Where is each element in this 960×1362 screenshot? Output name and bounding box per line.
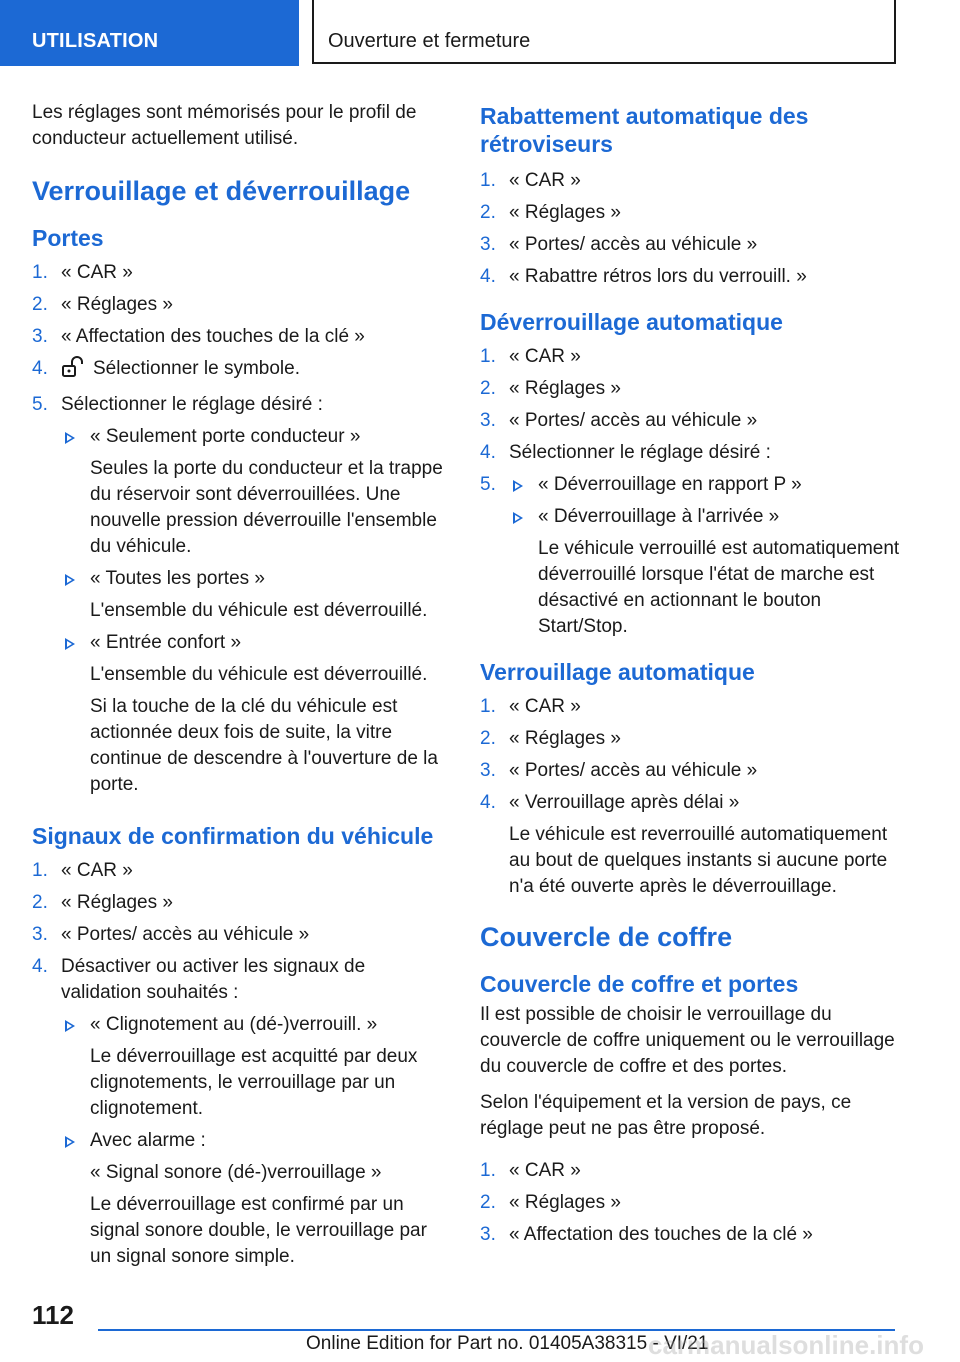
list-item (480, 232, 900, 258)
list-item (480, 264, 900, 290)
step-number: 3. (480, 760, 496, 781)
option-label: « Clignotement au (dé-)verrouill. » (90, 1014, 378, 1035)
heading-couvercle: Couvercle de coffre (480, 922, 733, 952)
option-description: L'ensemble du véhicule est déverrouillé. (90, 664, 428, 685)
list-item (480, 726, 900, 752)
signaux-steps (32, 858, 450, 1270)
step-text: « Verrouillage après délai » (509, 792, 740, 813)
list-item (61, 424, 450, 560)
page-number: 112 (32, 1300, 74, 1330)
section-tab: UTILISATION (0, 0, 299, 66)
option-description: Si la touche de la clé du véhicule est actionnée deux fois de suite, la vitre continue de descendre à l'ouverture de la porte. (90, 696, 438, 795)
option-description: L'ensemble du véhicule est déverrouillé. (90, 600, 428, 621)
portes-steps (32, 260, 450, 798)
step-text: « Réglages » (509, 1192, 621, 1213)
list-item (32, 292, 450, 318)
step-number: 4. (480, 792, 496, 813)
list-item (480, 1158, 900, 1184)
step-number: 5. (32, 394, 48, 415)
triangle-bullet-icon (513, 480, 523, 492)
edition-text: Online Edition for Part no. 01405A38315 - VI/21 (306, 1333, 709, 1354)
couvercle-steps (480, 1158, 900, 1248)
option-description: Le véhicule verrouillé est automatiquement déverrouillé lorsque l'état de marche est désactivé en actionnant le bouton Start/Stop. (538, 538, 900, 637)
list-item (480, 694, 900, 720)
list-item (61, 1128, 450, 1270)
unlock-padlock-icon (61, 356, 87, 386)
heading-couvercle-portes: Couvercle de coffre et portes (480, 971, 799, 997)
step-text: Sélectionner le symbole. (93, 358, 300, 379)
list-item (32, 324, 450, 350)
step-text: « Réglages » (61, 892, 173, 913)
heading-verrouillage: Verrouillage et déverrouillage (32, 176, 411, 206)
list-item (480, 344, 900, 370)
step-number: 3. (32, 924, 48, 945)
step-number: 1. (480, 346, 496, 367)
triangle-bullet-icon (513, 512, 523, 524)
option-list (61, 424, 450, 798)
step-description: Le véhicule est reverrouillé automatiquement au bout de quelques instants si aucune porte n'a été ouverte après le déverrouillage. (509, 824, 888, 897)
option-label: « Déverrouillage en rapport P » (538, 474, 802, 495)
watermark-logo: carmanualsonline.info (648, 1330, 924, 1360)
list-item (509, 504, 900, 640)
option-label: « Déverrouillage à l'arrivée » (538, 506, 780, 527)
triangle-bullet-icon (65, 574, 75, 586)
step-text: Sélectionner le réglage désiré : (61, 394, 323, 415)
triangle-bullet-icon (65, 432, 75, 444)
step-number: 1. (32, 262, 48, 283)
list-item (480, 790, 900, 900)
list-item (480, 472, 900, 640)
step-number: 2. (32, 892, 48, 913)
step-number: 2. (480, 728, 496, 749)
step-number: 3. (480, 234, 496, 255)
list-item (480, 168, 900, 194)
left-column (32, 100, 450, 1288)
step-text: « CAR » (509, 346, 581, 367)
step-number: 4. (480, 442, 496, 463)
triangle-bullet-icon (65, 1020, 75, 1032)
step-number: 3. (480, 410, 496, 431)
list-item (480, 408, 900, 434)
list-item (61, 630, 450, 798)
option-label: « Seulement porte conducteur » (90, 426, 361, 447)
step-number: 2. (480, 202, 496, 223)
step-number: 3. (32, 326, 48, 347)
step-text: « CAR » (509, 1160, 581, 1181)
step-number: 1. (480, 1160, 496, 1181)
list-item (61, 566, 450, 624)
option-list (509, 472, 900, 640)
verrouillage-steps (480, 694, 900, 900)
step-text: « Affectation des touches de la clé » (509, 1224, 813, 1245)
heading-rabattement: Rabattement automatique des rétroviseurs (480, 103, 809, 157)
option-description: Le déverrouillage est acquitté par deux clignotements, le verrouillage par un clignotement. (90, 1046, 418, 1119)
couvercle-paragraph-2: Selon l'équipement et la version de pays, ce réglage peut ne pas être proposé. (480, 1092, 852, 1139)
list-item (32, 858, 450, 884)
step-text: « Affectation des touches de la clé » (61, 326, 365, 347)
step-text: Désactiver ou activer les signaux de validation souhaités : (61, 956, 366, 1003)
step-number: 2. (32, 294, 48, 315)
option-label: « Toutes les portes » (90, 568, 265, 589)
step-text: « Réglages » (509, 378, 621, 399)
list-item (32, 922, 450, 948)
step-text: « Réglages » (509, 728, 621, 749)
list-item (480, 440, 900, 466)
heading-signaux: Signaux de confirmation du véhicule (32, 823, 434, 849)
step-text: « Portes/ accès au véhicule » (509, 234, 758, 255)
list-item (32, 392, 450, 798)
step-text: « Rabattre rétros lors du verrouill. » (509, 266, 807, 287)
intro-paragraph: Les réglages sont mémorisés pour le profil de conducteur actuellement utilisé. (32, 102, 417, 149)
list-item (32, 890, 450, 916)
option-description: Le déverrouillage est confirmé par un signal sonore double, le verrouillage par un signal sonore simple. (90, 1194, 427, 1267)
couvercle-paragraph-1: Il est possible de choisir le verrouillage du couvercle de coffre uniquement ou le verrouillage du couvercle de coffre et des portes. (480, 1004, 895, 1077)
step-text: « CAR » (509, 696, 581, 717)
option-description: Seules la porte du conducteur et la trappe du réservoir sont déverrouillées. Une nouvelle pression déverrouille l'ensemble du véhicule. (90, 458, 443, 557)
chapter-title: Ouverture et fermeture (312, 0, 896, 64)
option-list (61, 1012, 450, 1270)
rabattement-steps (480, 168, 900, 290)
list-item (32, 954, 450, 1270)
step-text: « CAR » (61, 262, 133, 283)
step-number: 4. (32, 956, 48, 977)
right-column (480, 100, 900, 1266)
step-number: 1. (480, 696, 496, 717)
option-label: « Entrée confort » (90, 632, 242, 653)
step-number: 2. (480, 1192, 496, 1213)
step-number: 1. (480, 170, 496, 191)
triangle-bullet-icon (65, 638, 75, 650)
step-number: 3. (480, 1224, 496, 1245)
option-description: « Signal sonore (dé-)verrouillage » (90, 1162, 382, 1183)
step-text: « CAR » (61, 860, 133, 881)
step-text: « CAR » (509, 170, 581, 191)
step-number: 2. (480, 378, 496, 399)
step-text: « Portes/ accès au véhicule » (61, 924, 310, 945)
deverrouillage-steps (480, 344, 900, 640)
page-header (0, 0, 960, 66)
step-text: Sélectionner le réglage désiré : (509, 442, 771, 463)
list-item (480, 200, 900, 226)
step-number: 5. (480, 474, 496, 495)
step-text: « Réglages » (61, 294, 173, 315)
list-item (480, 1222, 900, 1248)
step-text: « Portes/ accès au véhicule » (509, 760, 758, 781)
list-item (32, 356, 450, 386)
step-text: « Portes/ accès au véhicule » (509, 410, 758, 431)
list-item (509, 472, 900, 498)
list-item (32, 260, 450, 286)
triangle-bullet-icon (65, 1136, 75, 1148)
option-label: Avec alarme : (90, 1130, 206, 1151)
step-number: 1. (32, 860, 48, 881)
step-number: 4. (480, 266, 496, 287)
step-text: « Réglages » (509, 202, 621, 223)
heading-verrouillage-auto: Verrouillage automatique (480, 659, 755, 685)
list-item (61, 1012, 450, 1122)
step-number: 4. (32, 358, 48, 379)
list-item (480, 1190, 900, 1216)
heading-deverrouillage-auto: Déverrouillage automatique (480, 309, 783, 335)
list-item (480, 376, 900, 402)
list-item (480, 758, 900, 784)
heading-portes: Portes (32, 225, 104, 251)
